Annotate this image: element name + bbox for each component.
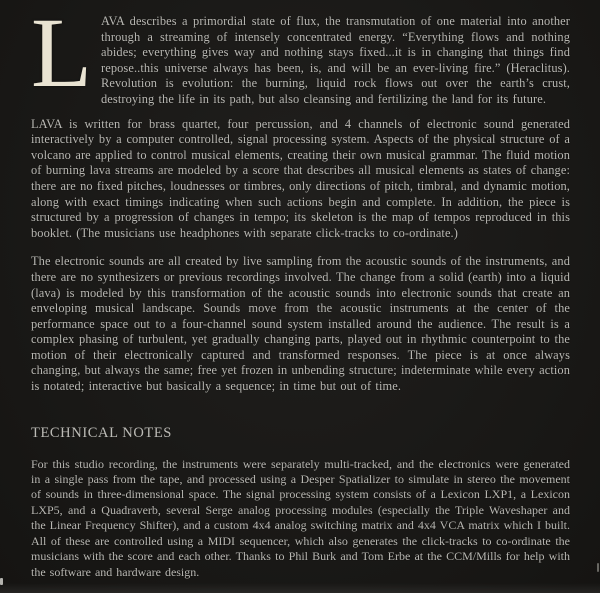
scan-bottom-edge — [0, 583, 600, 593]
paragraph-lava-intro — [31, 0, 570, 108]
section-heading-technical-notes: TECHNICAL NOTES — [31, 424, 172, 441]
paragraph-lava-composition: LAVA is written for brass quartet, four percussion, and 4 channels of electronic sound generated interactively by a computer controlled, signal processing system. Aspects of the physical structure of a volcano are applied to control musical elements, creating their own musical grammar. The fluid motion of burning lava streams are modeled by a score that describes all musical elements as states of change: there are no fixed pitches, loudnesses or timbres, only directions of pitch, timbral, and dynamic motion, along with exact timings indicating when such actions begin and complete. In addition, the piece is structured by a progression of changes in tempo; its skeleton is the map of tempos reproduced in this booklet. (The musicians use headphones with separate click-tracks to co-ordinate.) — [31, 116, 570, 240]
scan-artifact-fleck-right — [597, 563, 599, 572]
paragraph-technical-notes-body: For this studio recording, the instruments were separately multi-tracked, and the electronics were generated in a single pass from the tape, and processed using a Desper Spatializer to simulate in stereo the movement of sounds in three-dimensional space. The signal processing system consists of a Lexicon LXP1, a Lexicon LXP5, and a Quadraverb, several Serge analog processing modules (especially the Triple Waveshaper and the Linear Frequency Shifter), and a custom 4x4 analog switching matrix and 4x4 VCA matrix which I built. All of these are controlled using a MIDI sequencer, which also generates the click-tracks to co-ordinate the musicians with the score and each other. Thanks to Phil Burk and Tom Erbe at the CCM/Mills for help with the software and hardware design. — [31, 456, 570, 579]
scan-artifact-fleck-left — [0, 578, 3, 585]
paragraph-lava-intro-text: AVA describes a primordial state of flux, the transmutation of one material into another through a streaming of intensely concentrated energy. “Everything flows and nothing abides; everything gives way and nothing stays fixed...it is in changing that things find repose..this universe always has been, is, and will be an ever-living fire.” (Heraclitus). Revolution is evolution: the burning, liquid rock flows out over the earth’s crust, destroying the life in its path, but also cleansing and fertilizing the land for its future. — [101, 14, 570, 106]
dropcap-letter-L: L — [31, 0, 93, 108]
paragraph-electronic-sounds: The electronic sounds are all created by live sampling from the acoustic sounds of the instruments, and there are no synthesizers or previous recordings involved. The change from a solid (earth) into a liquid (lava) is modeled by this transformation of the acoustic sounds into electronic sounds that create an enveloping musical landscape. Sounds move from the acoustic instruments at the center of the performance space out to a four-channel sound system installed around the audience. The result is a complex phasing of turbulent, yet gradually changing parts, played out in rhythmic counterpoint to the motion of their electronically captured and transformed responses. The piece is at once always changing, but always the same; free yet frozen in unbending structure; indeterminate while every action is notated; interactive but basically a sequence; in time but out of time. — [31, 254, 570, 394]
